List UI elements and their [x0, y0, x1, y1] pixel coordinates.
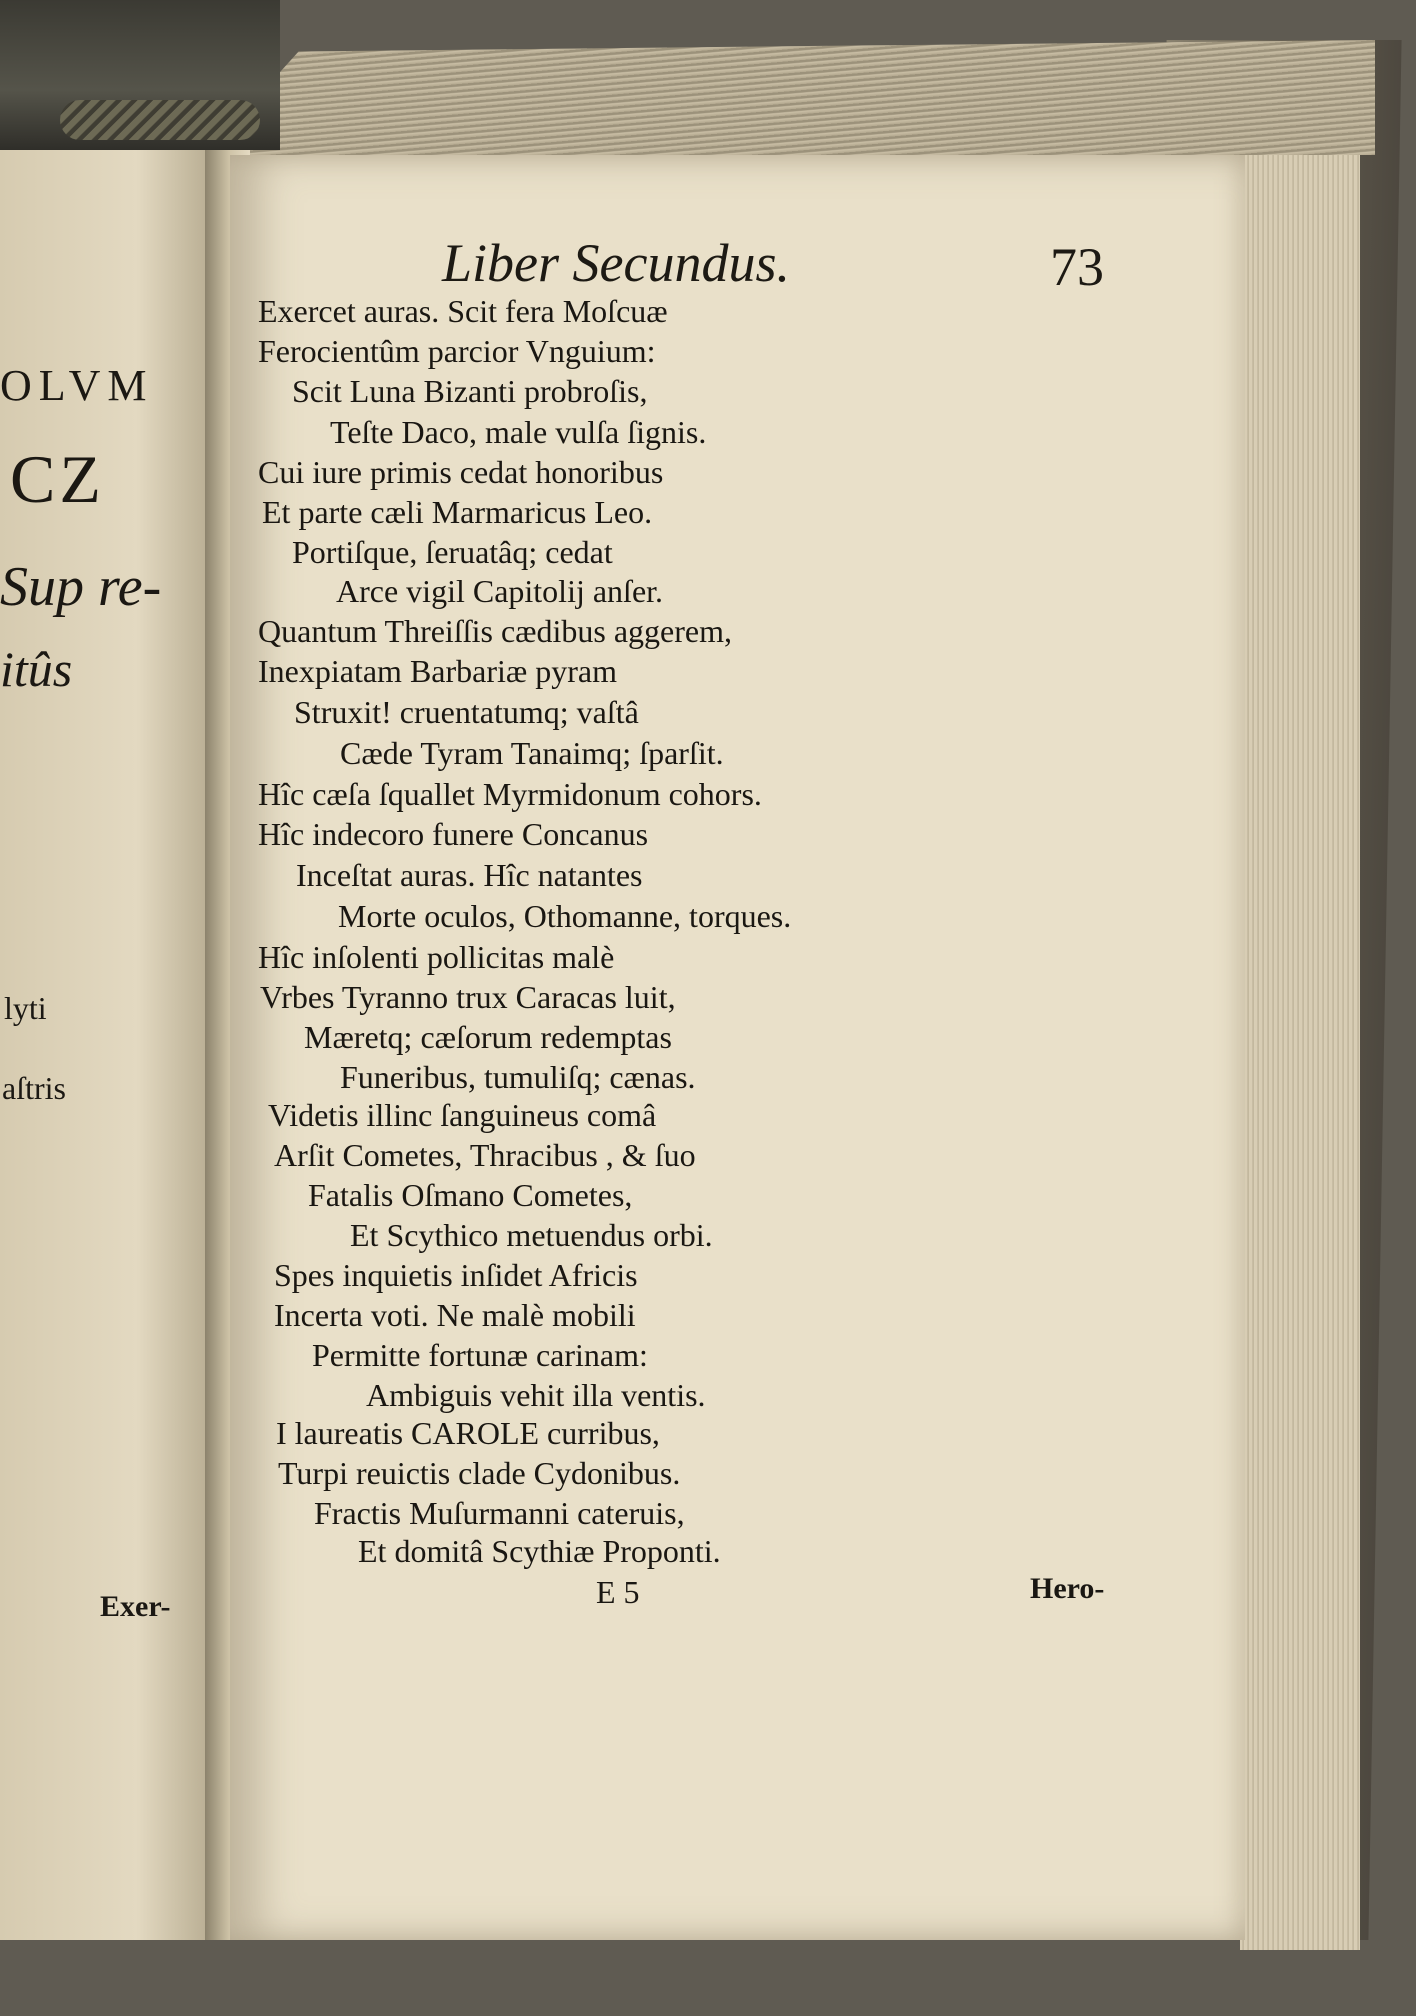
verse-line: Fractis Muſurmanni cateruis, — [314, 1495, 685, 1531]
verse-line: Et Scythico metuendus orbi. — [350, 1217, 713, 1253]
left-heading-line-2: CZ — [10, 441, 105, 517]
verse-line: Exercet auras. Scit fera Moſcuæ — [258, 293, 668, 329]
verse-line: Hîc inſolenti pollicitas malè — [258, 939, 615, 975]
page-number: 73 — [1050, 237, 1104, 297]
verse-line: Portiſque, ſeruatâq; cedat — [292, 534, 613, 570]
verse-line: Ambiguis vehit illa ventis. — [366, 1377, 706, 1413]
left-catchword: Exer- — [100, 1590, 171, 1623]
catchword: Hero- — [1030, 1572, 1105, 1605]
verse-line: Arce vigil Capitolij anſer. — [336, 573, 664, 609]
verse-line: Vrbes Tyranno trux Caracas luit, — [260, 979, 676, 1015]
left-text-fragment: aſtris — [2, 1070, 66, 1106]
verse-line: Teſte Daco, male vulſa ſignis. — [330, 414, 707, 450]
verse-line: Fatalis Oſmano Cometes, — [308, 1177, 633, 1213]
verse-line: Funeribus, tumuliſq; cænas. — [340, 1059, 696, 1095]
verse-line: Morte oculos, Othomanne, torques. — [338, 898, 792, 934]
verse-line: Turpi reuictis clade Cydonibus. — [278, 1455, 681, 1491]
left-heading-line-4: itûs — [0, 641, 73, 697]
left-heading-line-1: OLVM — [0, 361, 154, 410]
verse-line: Quantum Threiſſis cædibus aggerem, — [258, 613, 732, 649]
verse-line: Et domitâ Scythiæ Proponti. — [358, 1533, 721, 1569]
verse-line: Cæde Tyram Tanaimq; ſparſit. — [340, 735, 724, 771]
verse-line: Inceſtat auras. Hîc natantes — [296, 857, 643, 893]
verse-line: Mæretq; cæſorum redemptas — [304, 1019, 672, 1055]
verse-line: Struxit! cruentatumq; vaſtâ — [294, 694, 639, 730]
left-text-fragment: lyti — [4, 990, 47, 1026]
verse-line: Arſit Cometes, Thracibus , & ſuo — [274, 1137, 696, 1173]
verse-line: I laureatis CAROLE curribus, — [276, 1415, 660, 1451]
verse-line: Spes inquietis inſidet Africis — [274, 1257, 638, 1293]
verse-line: Hîc indecoro funere Concanus — [258, 816, 649, 852]
verse-line: Et parte cæli Marmaricus Leo. — [262, 494, 653, 530]
verse-line: Ferocientûm parcior Vnguium: — [258, 333, 656, 369]
verse-line: Inexpiatam Barbariæ pyram — [258, 653, 617, 689]
verse-line: Videtis illinc ſanguineus comâ — [268, 1097, 657, 1133]
verse-line: Scit Luna Bizanti probroſis, — [292, 373, 648, 409]
left-heading-line-3: Sup re- — [0, 556, 162, 618]
verse-line: Incerta voti. Ne malè mobili — [274, 1297, 636, 1333]
verse-line: Permitte fortunæ carinam: — [312, 1337, 648, 1373]
verse-line: Cui iure primis cedat honoribus — [258, 454, 664, 490]
verse-line: Hîc cæſa ſquallet Myrmidonum cohors. — [258, 776, 762, 812]
running-head: Liber Secundus. — [442, 233, 790, 293]
signature-mark: E 5 — [596, 1574, 640, 1610]
